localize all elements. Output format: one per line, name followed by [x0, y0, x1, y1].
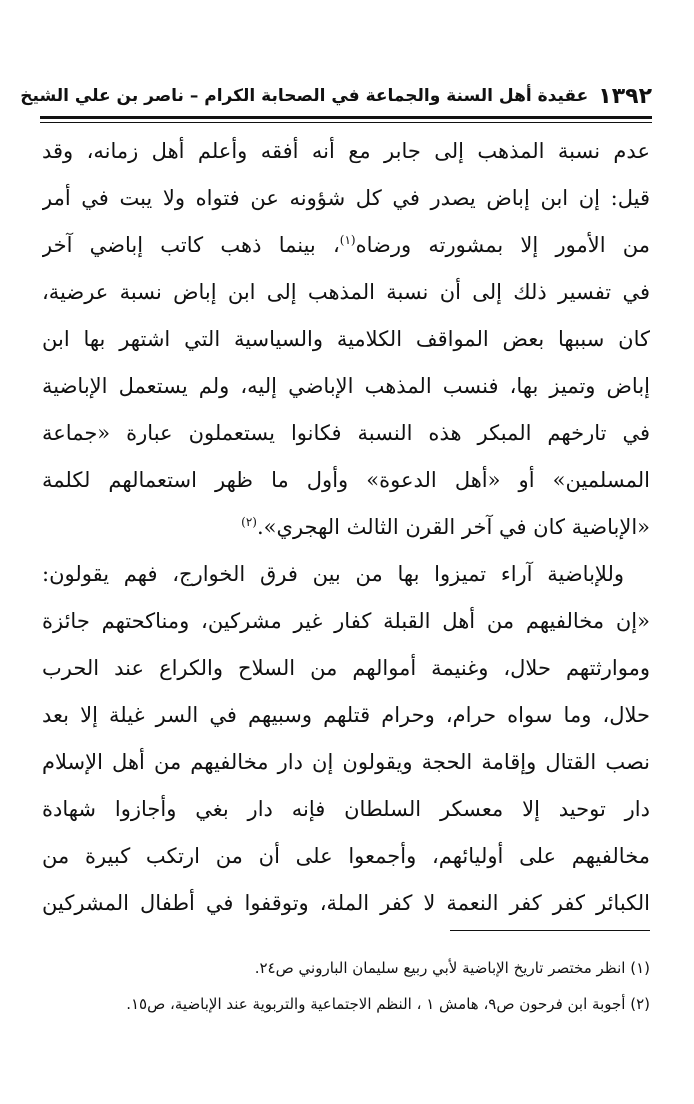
body-line-10: وللإباضية آراء تميزوا بها من بين فرق الخوارج، فهم يقولون: — [42, 562, 624, 586]
body-line-9-text: «الإباضية كان في آخر القرن الثالث الهجري». — [256, 515, 650, 539]
body-line-15: دار توحيد إلا معسكر السلطان فإنه دار بغي وأجازوا شهادة — [42, 797, 650, 821]
body-line-6: إباض وتميز بها، فنسب المذهب الإباضي إليه، ولم يستعمل الإباضية — [42, 374, 650, 398]
body-line-17: الكبائر كفر كفر النعمة لا كفر الملة، وتوقفوا في أطفال المشركين — [42, 891, 650, 915]
body-line-11: «إن مخالفيهم من أهل القبلة كفار غير مشركين، ومناكحتهم جائزة — [42, 609, 650, 633]
body-line-5: كان سببها بعض المواقف الكلامية والسياسية التي اشتهر بها ابن — [42, 327, 650, 351]
header-rule-thin — [40, 122, 652, 123]
body-line-7: في تارخهم المبكر هذه النسبة فكانوا يستعملون عبارة «جماعة — [42, 421, 650, 445]
footnotes — [42, 950, 650, 1022]
footnote-2: (٢) أجوبة ابن فرحون ص٩، هامش ١ ، النظم الاجتماعية والتربوية عند الإباضية، ص١٥. — [126, 995, 650, 1013]
body-line-3 — [42, 222, 650, 269]
running-title: عقيدة أهل السنة والجماعة في الصحابة الكرام – ناصر بن علي الشيخ — [20, 86, 589, 106]
page-header — [20, 80, 652, 112]
body-line-3-text: من الأمور إلا بمشورته ورضاه$^{(١)}$، بينما ذهب كاتب إباضي آخر — [42, 233, 650, 257]
body-text — [42, 128, 650, 927]
body-line-8: المسلمين» أو «أهل الدعوة» وأول ما ظهر استعمالهم لكلمة — [42, 468, 650, 492]
page-number: ١٣٩٢ — [598, 83, 652, 109]
body-line-16: مخالفيهم على أوليائهم، وأجمعوا على أن من ارتكب كبيرة من — [42, 844, 650, 868]
footnote-ref-1[interactable]: (١) — [339, 233, 356, 247]
body-line-14: نصب القتال وإقامة الحجة ويقولون إن دار مخالفيهم من أهل الإسلام — [42, 750, 650, 774]
body-line-12: وموارثتهم حلال، وغنيمة أموالهم من السلاح والكراع عند الحرب — [42, 656, 650, 680]
body-line-9 — [42, 504, 650, 551]
footnote-separator — [450, 930, 650, 931]
footnote-ref-2[interactable]: (٢) — [241, 515, 257, 529]
footnote-1: (١) انظر مختصر تاريخ الإباضية لأبي ربيع سليمان الباروني ص٢٤. — [254, 959, 650, 977]
body-line-4: في تفسير ذلك إلى أن نسبة المذهب إلى ابن إباض نسبة عرضية، — [42, 280, 650, 304]
body-line-13: حلال، وما سواه حرام، وحرام قتلهم وسبيهم في السر غيلة إلا بعد — [42, 703, 650, 727]
body-line-1: عدم نسبة المذهب إلى جابر مع أنه أفقه وأعلم أهل زمانه، وقد — [42, 139, 650, 163]
header-rule-thick — [40, 116, 652, 119]
body-line-2: قيل: إن ابن إباض يصدر في كل شؤونه عن فتواه ولا يبت في أمر — [42, 186, 650, 210]
